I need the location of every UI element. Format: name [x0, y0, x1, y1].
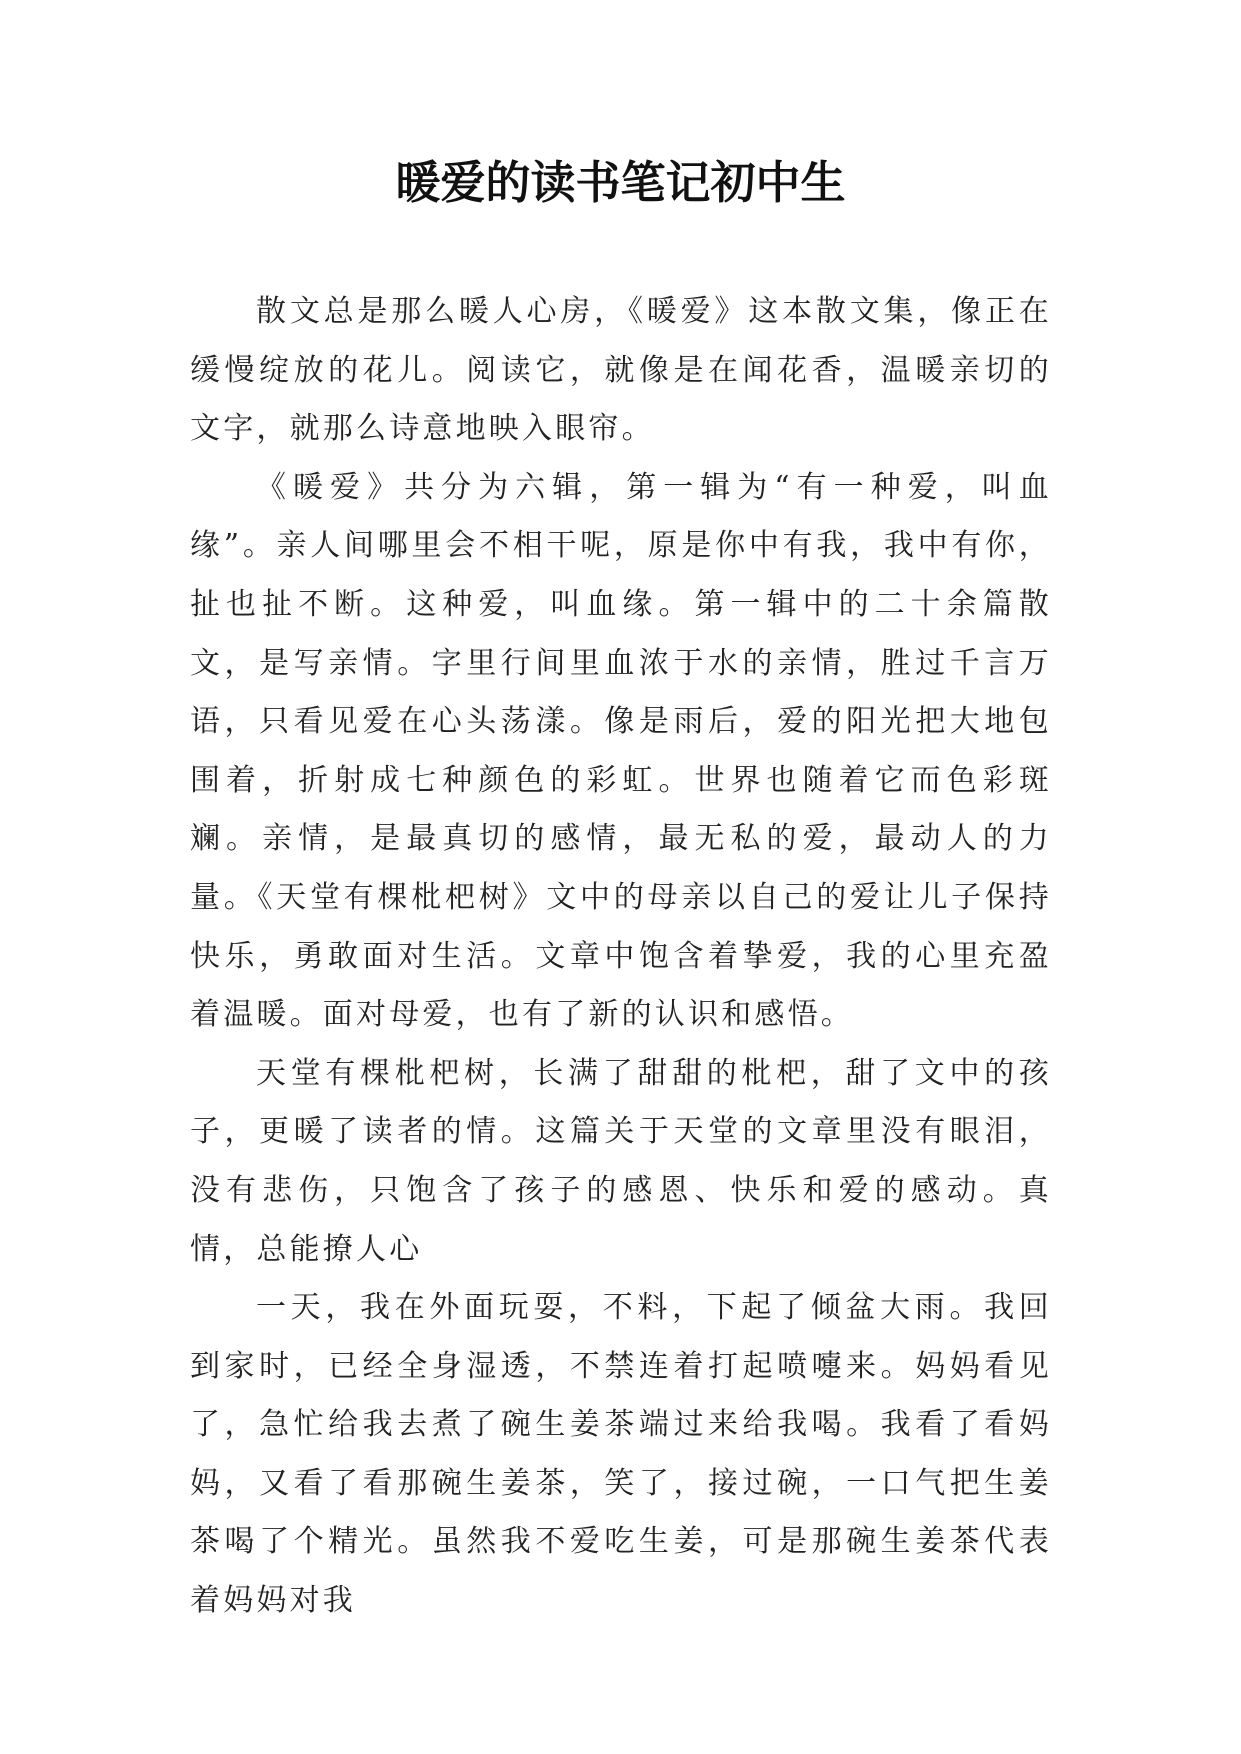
paragraph: 散文总是那么暖人心房，《暖爱》这本散文集，像正在缓慢绽放的花儿。阅读它，就像是在闻花香，温暖亲切的文字，就那么诗意地映入眼帘。: [190, 294, 1052, 447]
paragraph: 一天，我在外面玩耍，不料，下起了倾盆大雨。我回到家时，已经全身湿透，不禁连着打起喷嚏来。妈妈看见了，急忙给我去煮了碗生姜茶端过来给我喝。我看了看妈妈，又看了看那碗生姜茶，笑了，接过碗，一口气把生姜茶喝了个精光。虽然我不爱吃生姜，可是那碗生姜茶代表着妈妈对我: [190, 1290, 1052, 1619]
document-body: [190, 283, 1052, 1631]
paragraph: 天堂有棵枇杷树，长满了甜甜的枇杷，甜了文中的孩子，更暖了读者的情。这篇关于天堂的文章里没有眼泪，没有悲伤，只饱含了孩子的感恩、快乐和爱的感动。真情，总能撩人心: [190, 1055, 1052, 1267]
document-title: 暖爱的读书笔记初中生: [395, 156, 846, 209]
paragraph: 《暖爱》共分为六辑，第一辑为“有一种爱，叫血缘”。亲人间哪里会不相干呢，原是你中有我，我中有你，扯也扯不断。这种爱，叫血缘。第一辑中的二十余篇散文，是写亲情。字里行间里血浓于水的亲情，胜过千言万语，只看见爱在心头荡漾。像是雨后，爱的阳光把大地包围着，折射成七种颜色的彩虹。世界也随着它而色彩斑斓。亲情，是最真切的感情，最无私的爱，最动人的力量。《天堂有棵枇杷树》文中的母亲以自己的爱让儿子保持快乐，勇敢面对生活。文章中饱含着挚爱，我的心里充盈着温暖。面对母爱，也有了新的认识和感悟。: [190, 469, 1052, 1033]
